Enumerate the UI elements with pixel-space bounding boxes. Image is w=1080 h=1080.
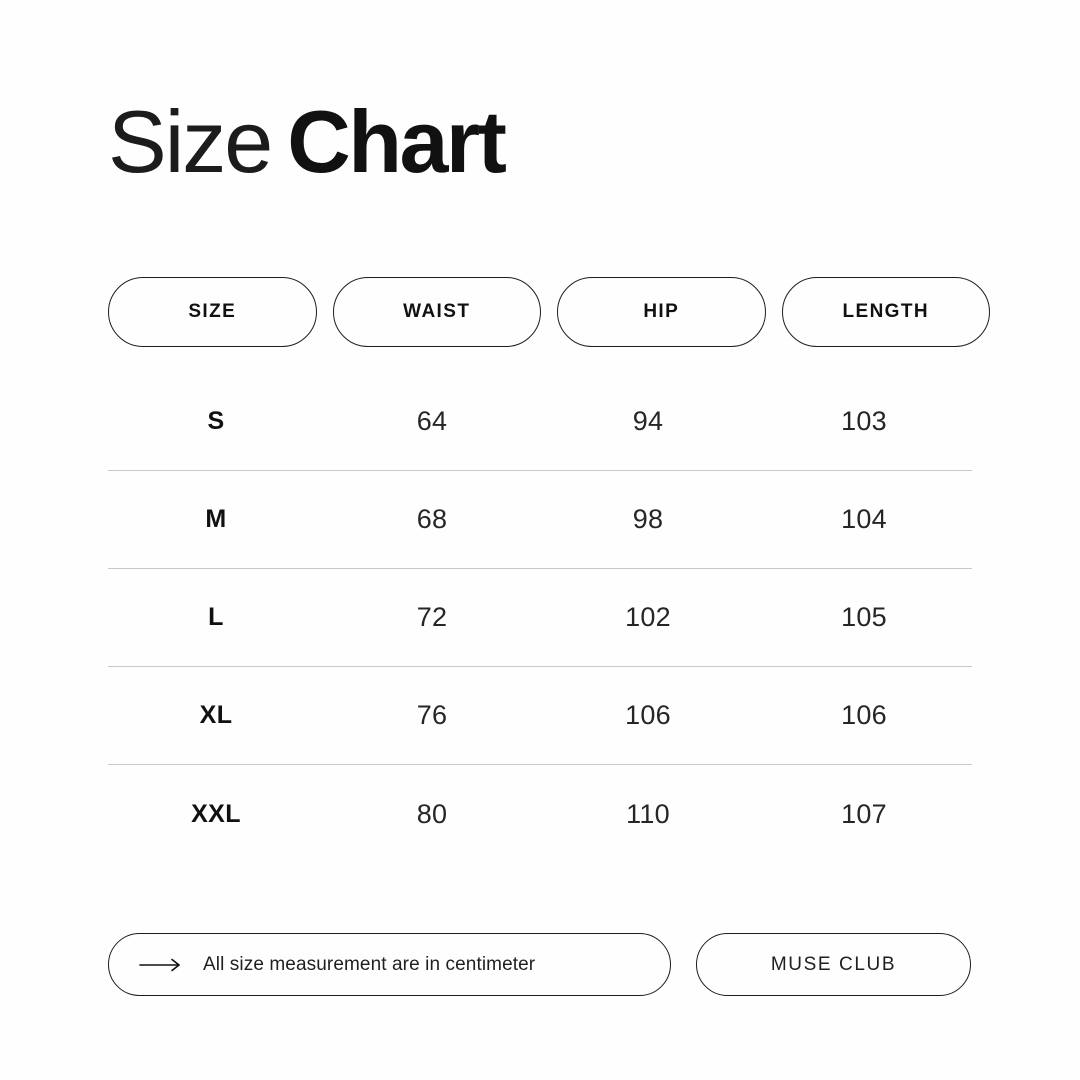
cell-length: 104 xyxy=(841,504,887,534)
table-row xyxy=(108,667,972,765)
cell-waist: 80 xyxy=(416,798,448,829)
table-header-row xyxy=(108,277,990,347)
table-row xyxy=(108,471,972,569)
column-header-hip-label: HIP xyxy=(643,301,680,322)
table-row xyxy=(108,373,972,471)
column-header-size xyxy=(108,277,317,347)
size-table xyxy=(108,373,972,863)
cell-waist: 72 xyxy=(416,602,448,632)
page-title-bold: Chart xyxy=(287,92,505,191)
cell-waist: 64 xyxy=(416,406,448,436)
cell-size: XL xyxy=(199,701,233,729)
footer xyxy=(108,933,972,996)
cell-length: 107 xyxy=(841,798,887,829)
cell-waist: 76 xyxy=(416,700,448,730)
page-title-light: Size xyxy=(108,92,272,191)
measurement-note-text: All size measurement are in centimeter xyxy=(203,953,536,975)
cell-length: 106 xyxy=(841,700,887,730)
cell-size: XXL xyxy=(191,799,241,828)
cell-size: S xyxy=(207,407,225,435)
column-header-hip xyxy=(557,277,766,347)
column-header-waist xyxy=(333,277,542,347)
measurement-note xyxy=(108,933,671,996)
cell-length: 105 xyxy=(841,602,887,632)
cell-length: 103 xyxy=(841,406,887,436)
cell-hip: 102 xyxy=(625,602,671,632)
brand-badge xyxy=(696,933,971,996)
arrow-right-icon xyxy=(139,958,183,972)
cell-hip: 110 xyxy=(626,798,670,829)
cell-hip: 94 xyxy=(632,406,664,436)
table-row xyxy=(108,765,972,863)
table-row xyxy=(108,569,972,667)
cell-hip: 98 xyxy=(632,504,664,534)
column-header-length-label: LENGTH xyxy=(842,301,929,322)
brand-label: MUSE CLUB xyxy=(770,953,897,975)
column-header-size-label: SIZE xyxy=(188,301,237,322)
page-title xyxy=(108,92,505,191)
cell-waist: 68 xyxy=(416,504,448,534)
cell-size: M xyxy=(205,505,227,533)
cell-size: L xyxy=(208,603,224,631)
cell-hip: 106 xyxy=(625,700,671,730)
column-header-waist-label: WAIST xyxy=(403,301,471,322)
column-header-length xyxy=(782,277,991,347)
